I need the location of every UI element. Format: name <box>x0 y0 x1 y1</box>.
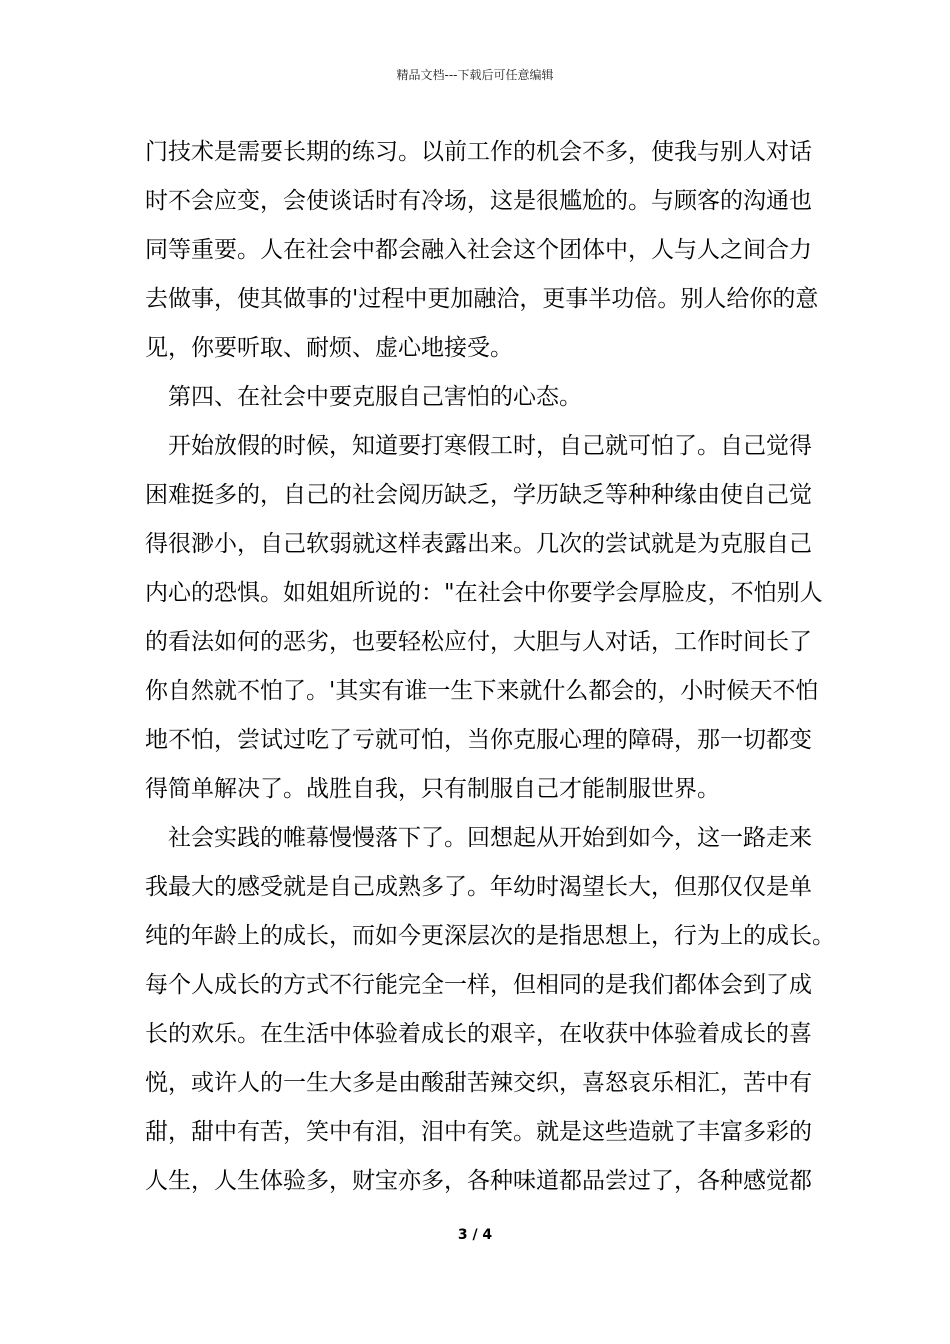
section-heading: 第四、在社会中要克服自己害怕的心态。 <box>168 384 582 410</box>
text-line: 悦，或许人的一生大多是由酸甜苦辣交织，喜怒哀乐相汇，苦中有 <box>145 1070 812 1096</box>
text-line: 甜，甜中有苦，笑中有泪，泪中有笑。就是这些造就了丰富多彩的 <box>145 1119 812 1145</box>
text-line: 我最大的感受就是自己成熟多了。年幼时渴望长大，但那仅仅是单 <box>145 874 812 900</box>
text-line: 同等重要。人在社会中都会融入社会这个团体中，人与人之间合力 <box>145 237 812 263</box>
text-line: 见，你要听取、耐烦、虚心地接受。 <box>145 335 513 361</box>
text-line: 去做事，使其做事的'过程中更加融洽，更事半功倍。别人给你的意 <box>145 286 819 312</box>
text-line: 内心的恐惧。如姐姐所说的："在社会中你要学会厚脸皮，不怕别人 <box>145 580 823 606</box>
text-line: 得很渺小，自己软弱就这样表露出来。几次的尝试就是为克服自己 <box>145 531 812 557</box>
text-line: 每个人成长的方式不行能完全一样，但相同的是我们都体会到了成 <box>145 972 812 998</box>
text-line: 时不会应变，会使谈话时有冷场，这是很尴尬的。与顾客的沟通也 <box>145 188 812 214</box>
text-line: 开始放假的时候，知道要打寒假工时，自己就可怕了。自己觉得 <box>168 433 812 459</box>
text-line: 长的欢乐。在生活中体验着成长的艰辛，在收获中体验着成长的喜 <box>145 1021 812 1047</box>
text-line: 你自然就不怕了。'其实有谁一生下来就什么都会的，小时候天不怕 <box>145 678 819 704</box>
text-line: 社会实践的帷幕慢慢落下了。回想起从开始到如今，这一路走来 <box>168 825 812 851</box>
text-line: 得简单解决了。战胜自我，只有制服自己才能制服世界。 <box>145 776 720 802</box>
text-line: 门技术是需要长期的练习。以前工作的机会不多，使我与别人对话 <box>145 139 812 165</box>
text-line: 困难挺多的，自己的社会阅历缺乏，学历缺乏等种种缘由使自己觉 <box>145 482 812 508</box>
page-header: 精品文档---下载后可任意编辑 <box>396 68 554 82</box>
page-number: 3 / 4 <box>457 1227 493 1243</box>
text-line: 的看法如何的恶劣，也要轻松应付，大胆与人对话，工作时间长了 <box>145 629 812 655</box>
text-line: 地不怕，尝试过吃了亏就可怕，当你克服心理的障碍，那一切都变 <box>145 727 812 753</box>
body-text <box>145 128 835 1206</box>
text-line: 人生，人生体验多，财宝亦多，各种味道都品尝过了，各种感觉都 <box>145 1168 812 1194</box>
text-line: 纯的年龄上的成长，而如今更深层次的是指思想上，行为上的成长。 <box>145 923 835 949</box>
